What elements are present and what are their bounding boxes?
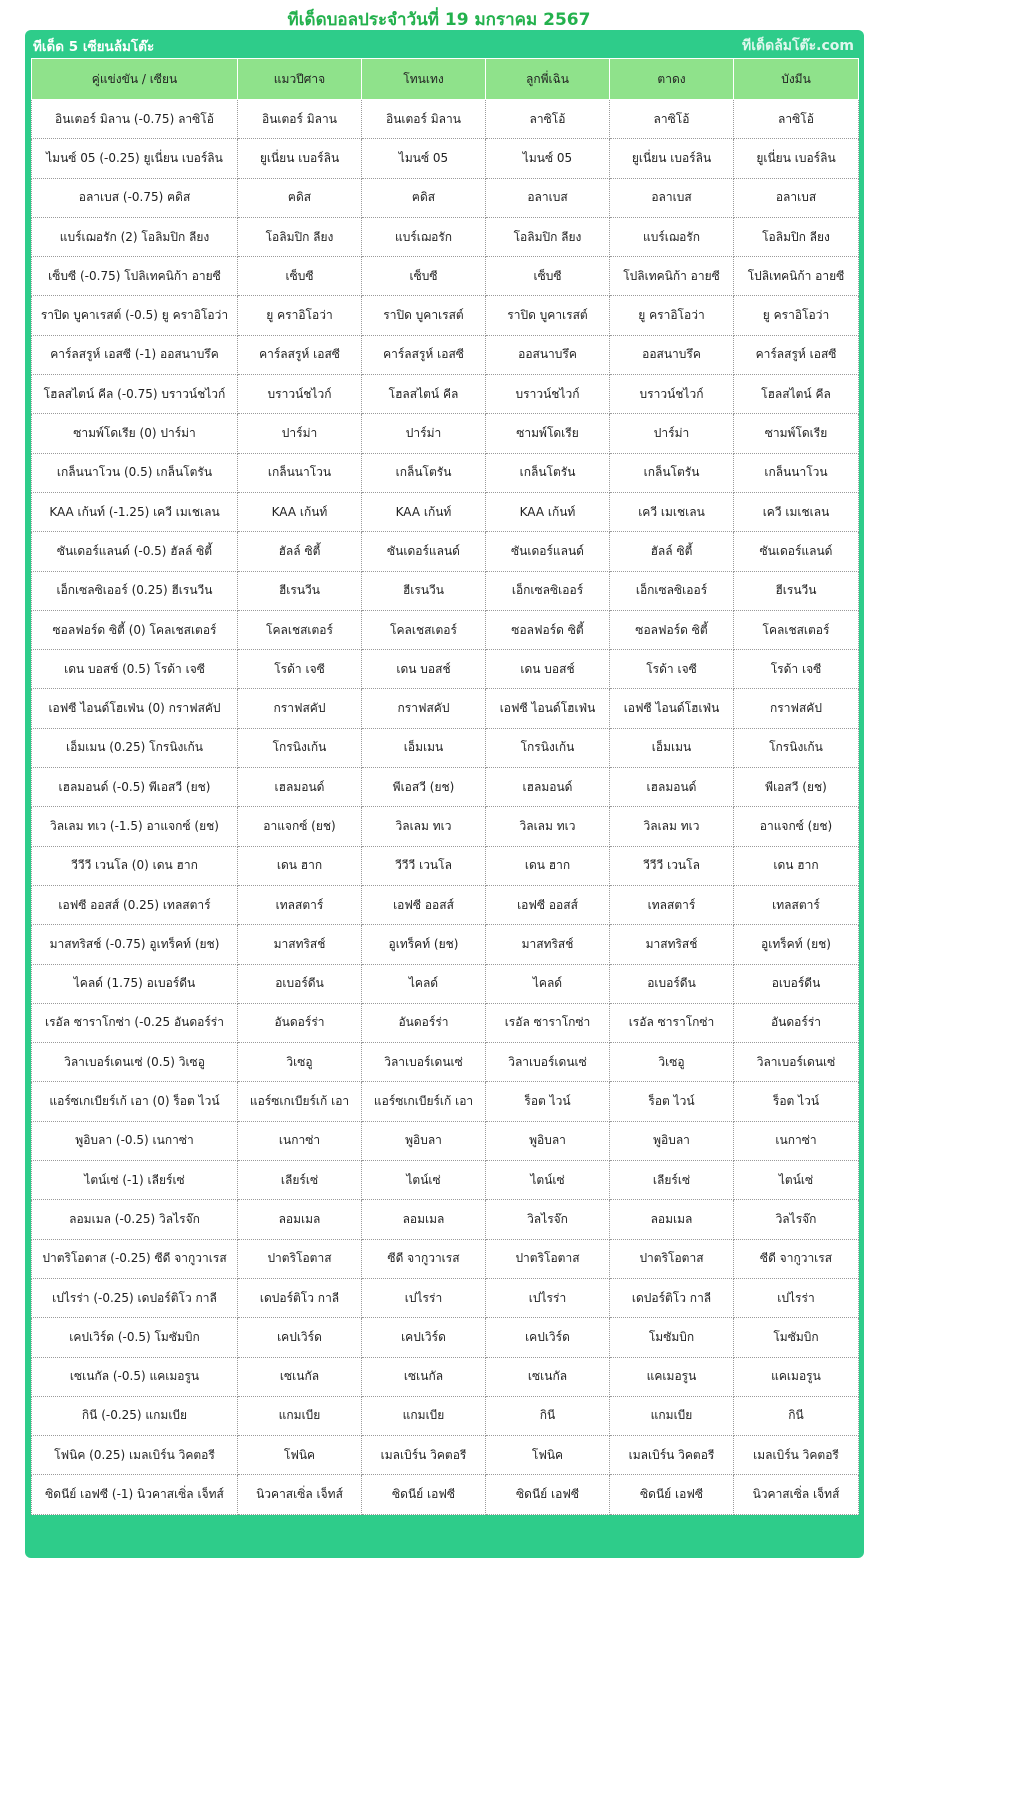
pick-cell: วิลไรจ๊ก	[486, 1200, 610, 1239]
pick-cell: แบร์เฌอรัก	[610, 217, 734, 256]
table-row	[32, 1239, 859, 1278]
pick-cell: วีวีวี เวนโล	[362, 846, 486, 885]
pick-cell: โอลิมปิก ลียง	[238, 217, 362, 256]
pick-cell: เกล็นนาโวน	[238, 453, 362, 492]
pick-cell: วิเซอู	[238, 1043, 362, 1082]
match-cell: โฟนิค (0.25) เมลเบิร์น วิคตอรี	[32, 1436, 238, 1475]
pick-cell: โคลเชสเตอร์	[238, 610, 362, 649]
match-cell: เซ็บซี (-0.75) โปลิเทคนิก้า อายซี	[32, 257, 238, 296]
pick-cell: อูเทร็คท์ (ยช)	[362, 925, 486, 964]
pick-cell: ปาร์ม่า	[238, 414, 362, 453]
pick-cell: แกมเบีย	[610, 1396, 734, 1435]
pick-cell: แบร์เฌอรัก	[362, 217, 486, 256]
pick-cell: ลอมเมล	[362, 1200, 486, 1239]
pick-cell: ร็อต ไวน์	[610, 1082, 734, 1121]
pick-cell: ซันเดอร์แลนด์	[362, 532, 486, 571]
pick-cell: วิลาเบอร์เดนเซ่	[362, 1043, 486, 1082]
pick-cell: กราฟสคัป	[362, 689, 486, 728]
match-cell: แอร์ซเกเบียร์เก้ เอา (0) ร็อต ไวน์	[32, 1082, 238, 1121]
pick-cell: บราวน์ชไวก์	[486, 375, 610, 414]
table-row	[32, 139, 859, 178]
pick-cell: กราฟสคัป	[238, 689, 362, 728]
pick-cell: โรด้า เจซี	[610, 650, 734, 689]
table-row	[32, 689, 859, 728]
pick-cell: เฮลมอนด์	[486, 768, 610, 807]
pick-cell: ซามพ์โดเรีย	[486, 414, 610, 453]
column-header-match: คู่แข่งขัน / เซียน	[32, 59, 238, 100]
match-cell: ลอมเมล (-0.25) วิลไรจ๊ก	[32, 1200, 238, 1239]
pick-cell: KAA เก้นท์	[486, 492, 610, 531]
pick-cell: ลาซิโอ้	[610, 100, 734, 139]
pick-cell: ซิดนีย์ เอฟซี	[610, 1475, 734, 1514]
match-cell: ปาตริโอตาส (-0.25) ซีดี จากูวาเรส	[32, 1239, 238, 1278]
pick-cell: เฮลมอนด์	[238, 768, 362, 807]
pick-cell: คาร์ลสรูห์ เอสซี	[238, 335, 362, 374]
panel-title: ทีเด็ด 5 เซียนล้มโต๊ะ	[33, 39, 155, 55]
match-cell: ไตน์เซ่ (-1) เลียร์เซ่	[32, 1161, 238, 1200]
pick-cell: ฮีเรนวีน	[238, 571, 362, 610]
pick-cell: KAA เก้นท์	[238, 492, 362, 531]
pick-cell: เลียร์เซ่	[238, 1161, 362, 1200]
pick-cell: ไคลด์	[486, 964, 610, 1003]
pick-cell: เรอัล ซาราโกซ่า	[486, 1003, 610, 1042]
pick-cell: วิลเลม ทเว	[362, 807, 486, 846]
pick-cell: เรอัล ซาราโกซ่า	[610, 1003, 734, 1042]
pick-cell: ไตน์เซ่	[734, 1161, 859, 1200]
table-row	[32, 846, 859, 885]
pick-cell: อลาเบส	[486, 178, 610, 217]
pick-cell: พีเอสวี (ยช)	[362, 768, 486, 807]
pick-cell: ไตน์เซ่	[486, 1161, 610, 1200]
match-cell: ราปิด บูคาเรสต์ (-0.5) ยู คราอิโอว่า	[32, 296, 238, 335]
pick-cell: อันดอร์ร่า	[238, 1003, 362, 1042]
match-cell: แบร์เฌอรัก (2) โอลิมปิก ลียง	[32, 217, 238, 256]
pick-cell: เกล็นโตรัน	[362, 453, 486, 492]
panel-header	[25, 30, 864, 58]
pick-cell: ปาตริโอตาส	[486, 1239, 610, 1278]
table-row	[32, 217, 859, 256]
match-cell: เกล็นนาโวน (0.5) เกล็นโตรัน	[32, 453, 238, 492]
column-header-expert: ตาดง	[610, 59, 734, 100]
pick-cell: วิลเลม ทเว	[610, 807, 734, 846]
table-row	[32, 571, 859, 610]
table-row	[32, 414, 859, 453]
table-row	[32, 1200, 859, 1239]
table-row	[32, 492, 859, 531]
pick-cell: เกล็นโตรัน	[610, 453, 734, 492]
table-row	[32, 375, 859, 414]
table-body	[32, 100, 859, 1515]
pick-cell: เควี เมเชเลน	[610, 492, 734, 531]
pick-cell: ร็อต ไวน์	[486, 1082, 610, 1121]
pick-cell: เอ็มเมน	[610, 728, 734, 767]
pick-cell: โคลเชสเตอร์	[362, 610, 486, 649]
table-row	[32, 964, 859, 1003]
pick-cell: KAA เก้นท์	[362, 492, 486, 531]
table-row	[32, 728, 859, 767]
pick-cell: โฟนิค	[238, 1436, 362, 1475]
pick-cell: เอฟซี ออสส์	[486, 885, 610, 924]
pick-cell: ซอลฟอร์ด ซิตี้	[486, 610, 610, 649]
pick-cell: เทลสตาร์	[734, 885, 859, 924]
pick-cell: เอฟซี ไอนด์โฮเฟ่น	[486, 689, 610, 728]
table-row	[32, 532, 859, 571]
pick-cell: โมซัมบิก	[734, 1318, 859, 1357]
pick-cell: คาร์ลสรูห์ เอสซี	[734, 335, 859, 374]
table-row	[32, 807, 859, 846]
pick-cell: นิวคาสเซิ่ล เจ็ทส์	[734, 1475, 859, 1514]
match-cell: เอ็กเซลซิเออร์ (0.25) ฮีเรนวีน	[32, 571, 238, 610]
match-cell: เรอัล ซาราโกซ่า (-0.25 อันดอร์ร่า	[32, 1003, 238, 1042]
table-row	[32, 1357, 859, 1396]
pick-cell: เดน บอสช์	[486, 650, 610, 689]
column-header-expert: บังมีน	[734, 59, 859, 100]
pick-cell: อันดอร์ร่า	[734, 1003, 859, 1042]
pick-cell: เอ็มเมน	[362, 728, 486, 767]
pick-cell: แคเมอรูน	[734, 1357, 859, 1396]
table-row	[32, 1082, 859, 1121]
table-row	[32, 1396, 859, 1435]
pick-cell: ปาตริโอตาส	[238, 1239, 362, 1278]
match-cell: เดน บอสช์ (0.5) โรด้า เจซี	[32, 650, 238, 689]
pick-cell: วิลาเบอร์เดนเซ่	[486, 1043, 610, 1082]
table-row	[32, 885, 859, 924]
pick-cell: โมซัมบิก	[610, 1318, 734, 1357]
table-row	[32, 1278, 859, 1317]
pick-cell: เมลเบิร์น วิคตอรี	[362, 1436, 486, 1475]
pick-cell: เอ็กเซลซิเออร์	[486, 571, 610, 610]
pick-cell: ซิดนีย์ เอฟซี	[486, 1475, 610, 1514]
pick-cell: อเบอร์ดีน	[734, 964, 859, 1003]
column-header-expert: แมวปีศาจ	[238, 59, 362, 100]
column-header-expert: ลูกพี่เฉิน	[486, 59, 610, 100]
pick-cell: เซเนกัล	[486, 1357, 610, 1396]
pick-cell: บราวน์ชไวก์	[610, 375, 734, 414]
pick-cell: วีวีวี เวนโล	[610, 846, 734, 885]
table-header-row	[32, 59, 859, 100]
pick-cell: กินี	[486, 1396, 610, 1435]
pick-cell: ฮีเรนวีน	[362, 571, 486, 610]
pick-cell: เดปอร์ติโว กาลี	[610, 1278, 734, 1317]
pick-cell: เดน ฮาก	[238, 846, 362, 885]
pick-cell: เปไรร่า	[362, 1278, 486, 1317]
table-row	[32, 1161, 859, 1200]
pick-cell: ลอมเมล	[238, 1200, 362, 1239]
pick-cell: เอ็กเซลซิเออร์	[610, 571, 734, 610]
pick-cell: กราฟสคัป	[734, 689, 859, 728]
pick-cell: เดน ฮาก	[734, 846, 859, 885]
pick-cell: ฅดิส	[238, 178, 362, 217]
pick-cell: ไมนซ์ 05	[362, 139, 486, 178]
pick-cell: ยู คราอิโอว่า	[734, 296, 859, 335]
pick-cell: เกล็นนาโวน	[734, 453, 859, 492]
pick-cell: เมลเบิร์น วิคตอรี	[610, 1436, 734, 1475]
match-cell: เฮลมอนด์ (-0.5) พีเอสวี (ยช)	[32, 768, 238, 807]
match-cell: ซันเดอร์แลนด์ (-0.5) ฮัลล์ ซิตี้	[32, 532, 238, 571]
pick-cell: เมลเบิร์น วิคตอรี	[734, 1436, 859, 1475]
pick-cell: เซ็บซี	[362, 257, 486, 296]
pick-cell: อินเตอร์ มิลาน	[362, 100, 486, 139]
tips-panel	[25, 30, 864, 1558]
pick-cell: อาแจกซ์ (ยช)	[734, 807, 859, 846]
pick-cell: แคเมอรูน	[610, 1357, 734, 1396]
pick-cell: เอฟซี ออสส์	[362, 885, 486, 924]
table-row	[32, 296, 859, 335]
pick-cell: เคปเวิร์ด	[362, 1318, 486, 1357]
pick-cell: ลอมเมล	[610, 1200, 734, 1239]
pick-cell: ปาตริโอตาส	[610, 1239, 734, 1278]
pick-cell: เปไรร่า	[486, 1278, 610, 1317]
table-row	[32, 1121, 859, 1160]
table-row	[32, 768, 859, 807]
table-row	[32, 100, 859, 139]
pick-cell: เฮลมอนด์	[610, 768, 734, 807]
pick-cell: ยูเนี่ยน เบอร์ลิน	[238, 139, 362, 178]
pick-cell: เควี เมเชเลน	[734, 492, 859, 531]
table-row	[32, 257, 859, 296]
match-cell: วิลเลม ทเว (-1.5) อาแจกซ์ (ยช)	[32, 807, 238, 846]
pick-cell: ฮัลล์ ซิตี้	[238, 532, 362, 571]
match-cell: เอฟซี ไอนด์โฮเฟ่น (0) กราฟสคัป	[32, 689, 238, 728]
pick-cell: แกมเบีย	[238, 1396, 362, 1435]
pick-cell: เซ็บซี	[486, 257, 610, 296]
match-cell: ไคลด์ (1.75) อเบอร์ดีน	[32, 964, 238, 1003]
match-cell: กินี (-0.25) แกมเบีย	[32, 1396, 238, 1435]
pick-cell: เดน ฮาก	[486, 846, 610, 885]
pick-cell: ไคลด์	[362, 964, 486, 1003]
match-cell: ซิดนีย์ เอฟซี (-1) นิวคาสเซิ่ล เจ็ทส์	[32, 1475, 238, 1514]
match-cell: มาสทริสช์ (-0.75) อูเทร็คท์ (ยช)	[32, 925, 238, 964]
table-row	[32, 1043, 859, 1082]
pick-cell: ร็อต ไวน์	[734, 1082, 859, 1121]
pick-cell: เคปเวิร์ด	[238, 1318, 362, 1357]
pick-cell: วิลาเบอร์เดนเซ่	[734, 1043, 859, 1082]
pick-cell: โรด้า เจซี	[238, 650, 362, 689]
pick-cell: ซันเดอร์แลนด์	[486, 532, 610, 571]
pick-cell: แกมเบีย	[362, 1396, 486, 1435]
match-cell: อินเตอร์ มิลาน (-0.75) ลาซิโอ้	[32, 100, 238, 139]
pick-cell: โคลเชสเตอร์	[734, 610, 859, 649]
match-cell: โฮลสไตน์ คีล (-0.75) บราวน์ชไวก์	[32, 375, 238, 414]
pick-cell: เนกาซ่า	[734, 1121, 859, 1160]
match-cell: ซอลฟอร์ด ซิตี้ (0) โคลเชสเตอร์	[32, 610, 238, 649]
pick-cell: อันดอร์ร่า	[362, 1003, 486, 1042]
match-cell: วิลาเบอร์เดนเซ่ (0.5) วิเซอู	[32, 1043, 238, 1082]
pick-cell: เดน บอสช์	[362, 650, 486, 689]
pick-cell: ซอลฟอร์ด ซิตี้	[610, 610, 734, 649]
tips-table	[31, 58, 859, 1515]
pick-cell: พูอิบลา	[486, 1121, 610, 1160]
pick-cell: แอร์ซเกเบียร์เก้ เอา	[362, 1082, 486, 1121]
pick-cell: ซีดี จากูวาเรส	[734, 1239, 859, 1278]
pick-cell: เอฟซี ไอนด์โฮเฟ่น	[610, 689, 734, 728]
pick-cell: โอลิมปิก ลียง	[734, 217, 859, 256]
pick-cell: อินเตอร์ มิลาน	[238, 100, 362, 139]
pick-cell: ราปิด บูคาเรสต์	[362, 296, 486, 335]
match-cell: เอฟซี ออสส์ (0.25) เทลสตาร์	[32, 885, 238, 924]
pick-cell: อลาเบส	[734, 178, 859, 217]
pick-cell: เทลสตาร์	[238, 885, 362, 924]
pick-cell: ปาร์ม่า	[362, 414, 486, 453]
pick-cell: โกรนิงเก้น	[734, 728, 859, 767]
match-cell: ซามพ์โดเรีย (0) ปาร์ม่า	[32, 414, 238, 453]
pick-cell: ออสนาบรึค	[610, 335, 734, 374]
pick-cell: นิวคาสเซิ่ล เจ็ทส์	[238, 1475, 362, 1514]
pick-cell: ไมนซ์ 05	[486, 139, 610, 178]
site-brand-watermark: ทีเด็ดล้มโต๊ะ.com	[742, 38, 854, 54]
pick-cell: โปลิเทคนิก้า อายซี	[610, 257, 734, 296]
pick-cell: เลียร์เซ่	[610, 1161, 734, 1200]
match-cell: เปไรร่า (-0.25) เดปอร์ติโว กาลี	[32, 1278, 238, 1317]
table-row	[32, 178, 859, 217]
pick-cell: บราวน์ชไวก์	[238, 375, 362, 414]
match-cell: วีวีวี เวนโล (0) เดน ฮาก	[32, 846, 238, 885]
pick-cell: ฅดิส	[362, 178, 486, 217]
pick-cell: เปไรร่า	[734, 1278, 859, 1317]
pick-cell: อเบอร์ดีน	[610, 964, 734, 1003]
pick-cell: เคปเวิร์ด	[486, 1318, 610, 1357]
match-cell: เอ็มเมน (0.25) โกรนิงเก้น	[32, 728, 238, 767]
pick-cell: โฮลสไตน์ คีล	[362, 375, 486, 414]
pick-cell: ซิดนีย์ เอฟซี	[362, 1475, 486, 1514]
pick-cell: ออสนาบรึค	[486, 335, 610, 374]
pick-cell: วิลเลม ทเว	[486, 807, 610, 846]
match-cell: เคปเวิร์ด (-0.5) โมซัมบิก	[32, 1318, 238, 1357]
pick-cell: โรด้า เจซี	[734, 650, 859, 689]
pick-cell: อลาเบส	[610, 178, 734, 217]
page-title: ทีเด็ดบอลประจำวันที่ 19 มกราคม 2567	[287, 10, 591, 30]
table-row	[32, 1436, 859, 1475]
pick-cell: ฮัลล์ ซิตี้	[610, 532, 734, 571]
pick-cell: โกรนิงเก้น	[486, 728, 610, 767]
table-row	[32, 335, 859, 374]
pick-cell: ซีดี จากูวาเรส	[362, 1239, 486, 1278]
pick-cell: คาร์ลสรูห์ เอสซี	[362, 335, 486, 374]
pick-cell: พูอิบลา	[362, 1121, 486, 1160]
pick-cell: ฮีเรนวีน	[734, 571, 859, 610]
pick-cell: วิเซอู	[610, 1043, 734, 1082]
match-cell: เซเนกัล (-0.5) แคเมอรูน	[32, 1357, 238, 1396]
pick-cell: กินี	[734, 1396, 859, 1435]
pick-cell: มาสทริสช์	[238, 925, 362, 964]
pick-cell: ยู คราอิโอว่า	[238, 296, 362, 335]
pick-cell: ลาซิโอ้	[486, 100, 610, 139]
pick-cell: พูอิบลา	[610, 1121, 734, 1160]
pick-cell: ไตน์เซ่	[362, 1161, 486, 1200]
column-header-expert: โทนเทง	[362, 59, 486, 100]
table-row	[32, 453, 859, 492]
pick-cell: ยูเนี่ยน เบอร์ลิน	[610, 139, 734, 178]
table-row	[32, 610, 859, 649]
pick-cell: ยู คราอิโอว่า	[610, 296, 734, 335]
table-row	[32, 1318, 859, 1357]
table-row	[32, 1475, 859, 1514]
pick-cell: ซันเดอร์แลนด์	[734, 532, 859, 571]
match-cell: พูอิบลา (-0.5) เนกาซ่า	[32, 1121, 238, 1160]
pick-cell: ซามพ์โดเรีย	[734, 414, 859, 453]
pick-cell: มาสทริสช์	[610, 925, 734, 964]
pick-cell: เซเนกัล	[362, 1357, 486, 1396]
pick-cell: โกรนิงเก้น	[238, 728, 362, 767]
pick-cell: อูเทร็คท์ (ยช)	[734, 925, 859, 964]
pick-cell: ราปิด บูคาเรสต์	[486, 296, 610, 335]
match-cell: คาร์ลสรูห์ เอสซี (-1) ออสนาบรึค	[32, 335, 238, 374]
pick-cell: โปลิเทคนิก้า อายซี	[734, 257, 859, 296]
match-cell: ไมนซ์ 05 (-0.25) ยูเนี่ยน เบอร์ลิน	[32, 139, 238, 178]
pick-cell: พีเอสวี (ยช)	[734, 768, 859, 807]
pick-cell: เทลสตาร์	[610, 885, 734, 924]
pick-cell: เดปอร์ติโว กาลี	[238, 1278, 362, 1317]
match-cell: KAA เก้นท์ (-1.25) เควี เมเชเลน	[32, 492, 238, 531]
table-row	[32, 650, 859, 689]
pick-cell: อเบอร์ดีน	[238, 964, 362, 1003]
table-row	[32, 1003, 859, 1042]
pick-cell: โฮลสไตน์ คีล	[734, 375, 859, 414]
pick-cell: แอร์ซเกเบียร์เก้ เอา	[238, 1082, 362, 1121]
pick-cell: ยูเนี่ยน เบอร์ลิน	[734, 139, 859, 178]
pick-cell: เซเนกัล	[238, 1357, 362, 1396]
pick-cell: โอลิมปิก ลียง	[486, 217, 610, 256]
pick-cell: อาแจกซ์ (ยช)	[238, 807, 362, 846]
pick-cell: ปาร์ม่า	[610, 414, 734, 453]
pick-cell: เนกาซ่า	[238, 1121, 362, 1160]
table-row	[32, 925, 859, 964]
pick-cell: มาสทริสช์	[486, 925, 610, 964]
pick-cell: เกล็นโตรัน	[486, 453, 610, 492]
match-cell: อลาเบส (-0.75) ฅดิส	[32, 178, 238, 217]
pick-cell: วิลไรจ๊ก	[734, 1200, 859, 1239]
pick-cell: เซ็บซี	[238, 257, 362, 296]
pick-cell: โฟนิค	[486, 1436, 610, 1475]
pick-cell: ลาซิโอ้	[734, 100, 859, 139]
